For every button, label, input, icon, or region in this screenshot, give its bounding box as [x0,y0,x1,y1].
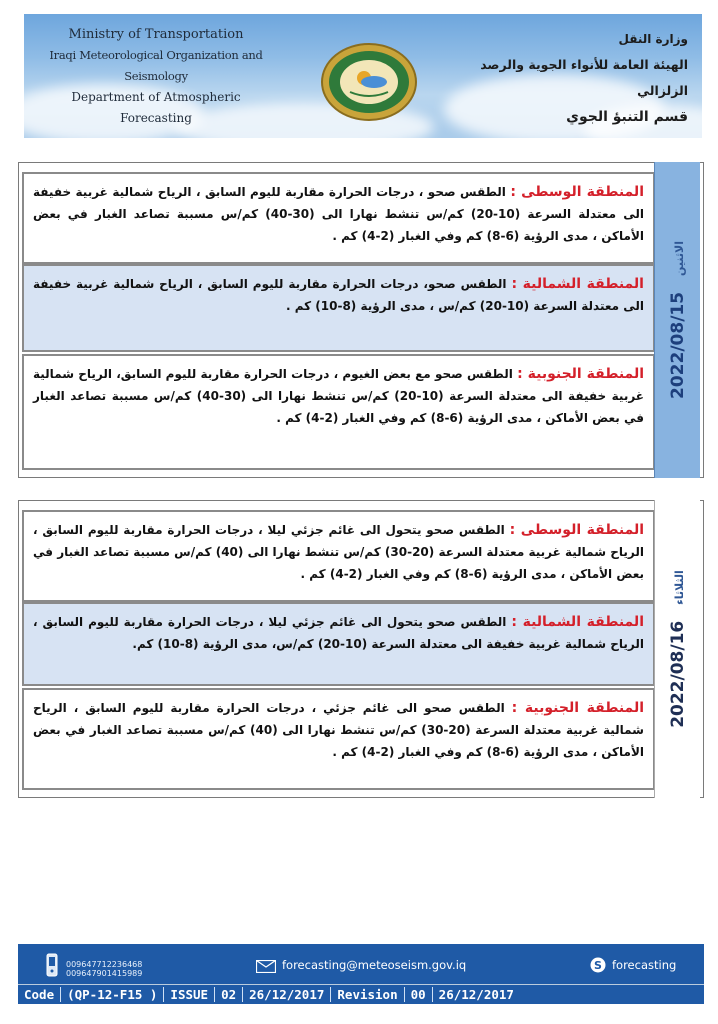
issue-value: 02 [215,987,243,1002]
envelope-icon [256,960,276,973]
region-name: المنطقة الوسطى : [509,522,645,538]
svg-text:S: S [594,959,602,972]
region-name: المنطقة الوسطى : [510,184,644,200]
region-south [22,354,655,470]
region-forecast-text: الطقس صحو، درجات الحرارة مقاربة لليوم السابق ، الرياح شمالية غربية خفيفة الى معتدلة السرعة (10-20) كم/س ، مدى الرؤية (8-10) كم . [33,277,644,313]
revision-date: 26/12/2017 [438,987,514,1002]
region-south [22,688,655,790]
forecast-date: 2022/08/16 [667,620,688,728]
forecast-date: 2022/08/15 [667,291,688,399]
region-forecast-text: الطقس صحو يتحول الى غائم جزئي ليلا ، درجات الحرارة مقاربة لليوم السابق ، الرياح شمالية غربية معتدلة السرعة (20-30) كم/س تنشط نهارا الى (40) كم/س مسببة تصاعد الغبار في بعض الأماكن ، مدى الرؤية (6-8) كم وفي الغبار (2-4) كم . [33,523,644,581]
email-link[interactable]: forecasting@meteoseism.gov.iq [282,958,467,972]
issue-date: 26/12/2017 [243,987,331,1002]
day-label-band [654,500,700,798]
organization-name-ar: الهيئة العامة للأنواء الجوية والرصد الزلزالي [480,57,688,98]
footer-contact-bar [18,944,704,984]
phone-numbers [66,960,142,978]
forecast-day-block [18,162,704,478]
day-name: الاثنين [672,241,686,277]
ministry-name-en: Ministry of Transportation [68,27,244,42]
skype-handle[interactable]: forecasting [612,958,677,972]
revision-value: 00 [405,987,433,1002]
ministry-name-ar: وزارة النقل [618,32,688,46]
region-north [22,264,655,352]
revision-label: Revision [331,987,404,1002]
day-label-band [654,162,700,478]
mobile-phone-icon [46,953,58,977]
header-english [36,24,276,129]
region-name: المنطقة الشمالية : [511,276,644,292]
region-forecast-text: الطقس صحو مع بعض الغيوم ، درجات الحرارة مقاربة لليوم السابق، الرياح شمالية غربية خفيفة الى معتدلة السرعة (10-20) كم/س تنشط نهارا الى (30-40) كم/س مسببة تصاعد الغبار في بعض الأماكن ، مدى الرؤية (6-8) كم وفي الغبار (2-4) كم . [33,367,644,425]
region-forecast-text: الطقس صحو يتحول الى غائم جزئي ليلا ، درجات الحرارة مقاربة لليوم السابق ، الرياح شمالية غربية خفيفة الى معتدلة السرعة (10-20) كم/س، مدى الرؤية (8-10) كم. [33,615,644,651]
phone-number[interactable]: 009647901415989 [66,969,143,978]
phone-number[interactable]: 009647712236468 [66,960,143,969]
region-central [22,172,655,264]
region-name: المنطقة الشمالية : [511,614,644,630]
footer [18,944,704,1004]
day-name: الثلاثاء [672,570,686,605]
organization-name-en: Iraqi Meteorological Organization and Seismology [49,48,263,83]
header-arabic [468,26,688,130]
document-code-bar [18,984,704,1004]
code-value: (QP-12-F15 ) [61,987,164,1002]
region-forecast-text: الطقس صحو الى غائم جزئي ، درجات الحرارة مقاربة لليوم السابق ، الرياح شمالية غربية معتدلة السرعة (20-30) كم/س تنشط نهارا الى (40) كم/س مسببة تصاعد الغبار في بعض الأماكن ، مدى الرؤية (6-8) كم وفي الغبار (2-4) كم . [33,701,644,759]
region-name: المنطقة الجنوبية : [517,366,645,382]
issue-label: ISSUE [164,987,215,1002]
skype-icon [590,957,606,973]
region-central [22,510,655,602]
forecast-day-block [18,500,704,798]
department-name-ar: قسم التنبؤ الجوي [566,109,688,125]
region-north [22,602,655,686]
region-name: المنطقة الجنوبية : [511,700,645,716]
code-label: Code [18,987,61,1002]
organization-seal-icon [320,42,418,122]
region-forecast-text: الطقس صحو ، درجات الحرارة مقاربة لليوم السابق ، الرياح شمالية غربية خفيفة الى معتدلة السرعة (10-20) كم/س تنشط نهارا الى (30-40) كم/س مسببة تصاعد الغبار في بعض الأماكن ، مدى الرؤية (6-8) كم وفي الغبار (2-4) كم . [33,185,645,243]
header-banner [24,14,702,138]
department-name-en: Department of Atmospheric Forecasting [71,90,241,125]
